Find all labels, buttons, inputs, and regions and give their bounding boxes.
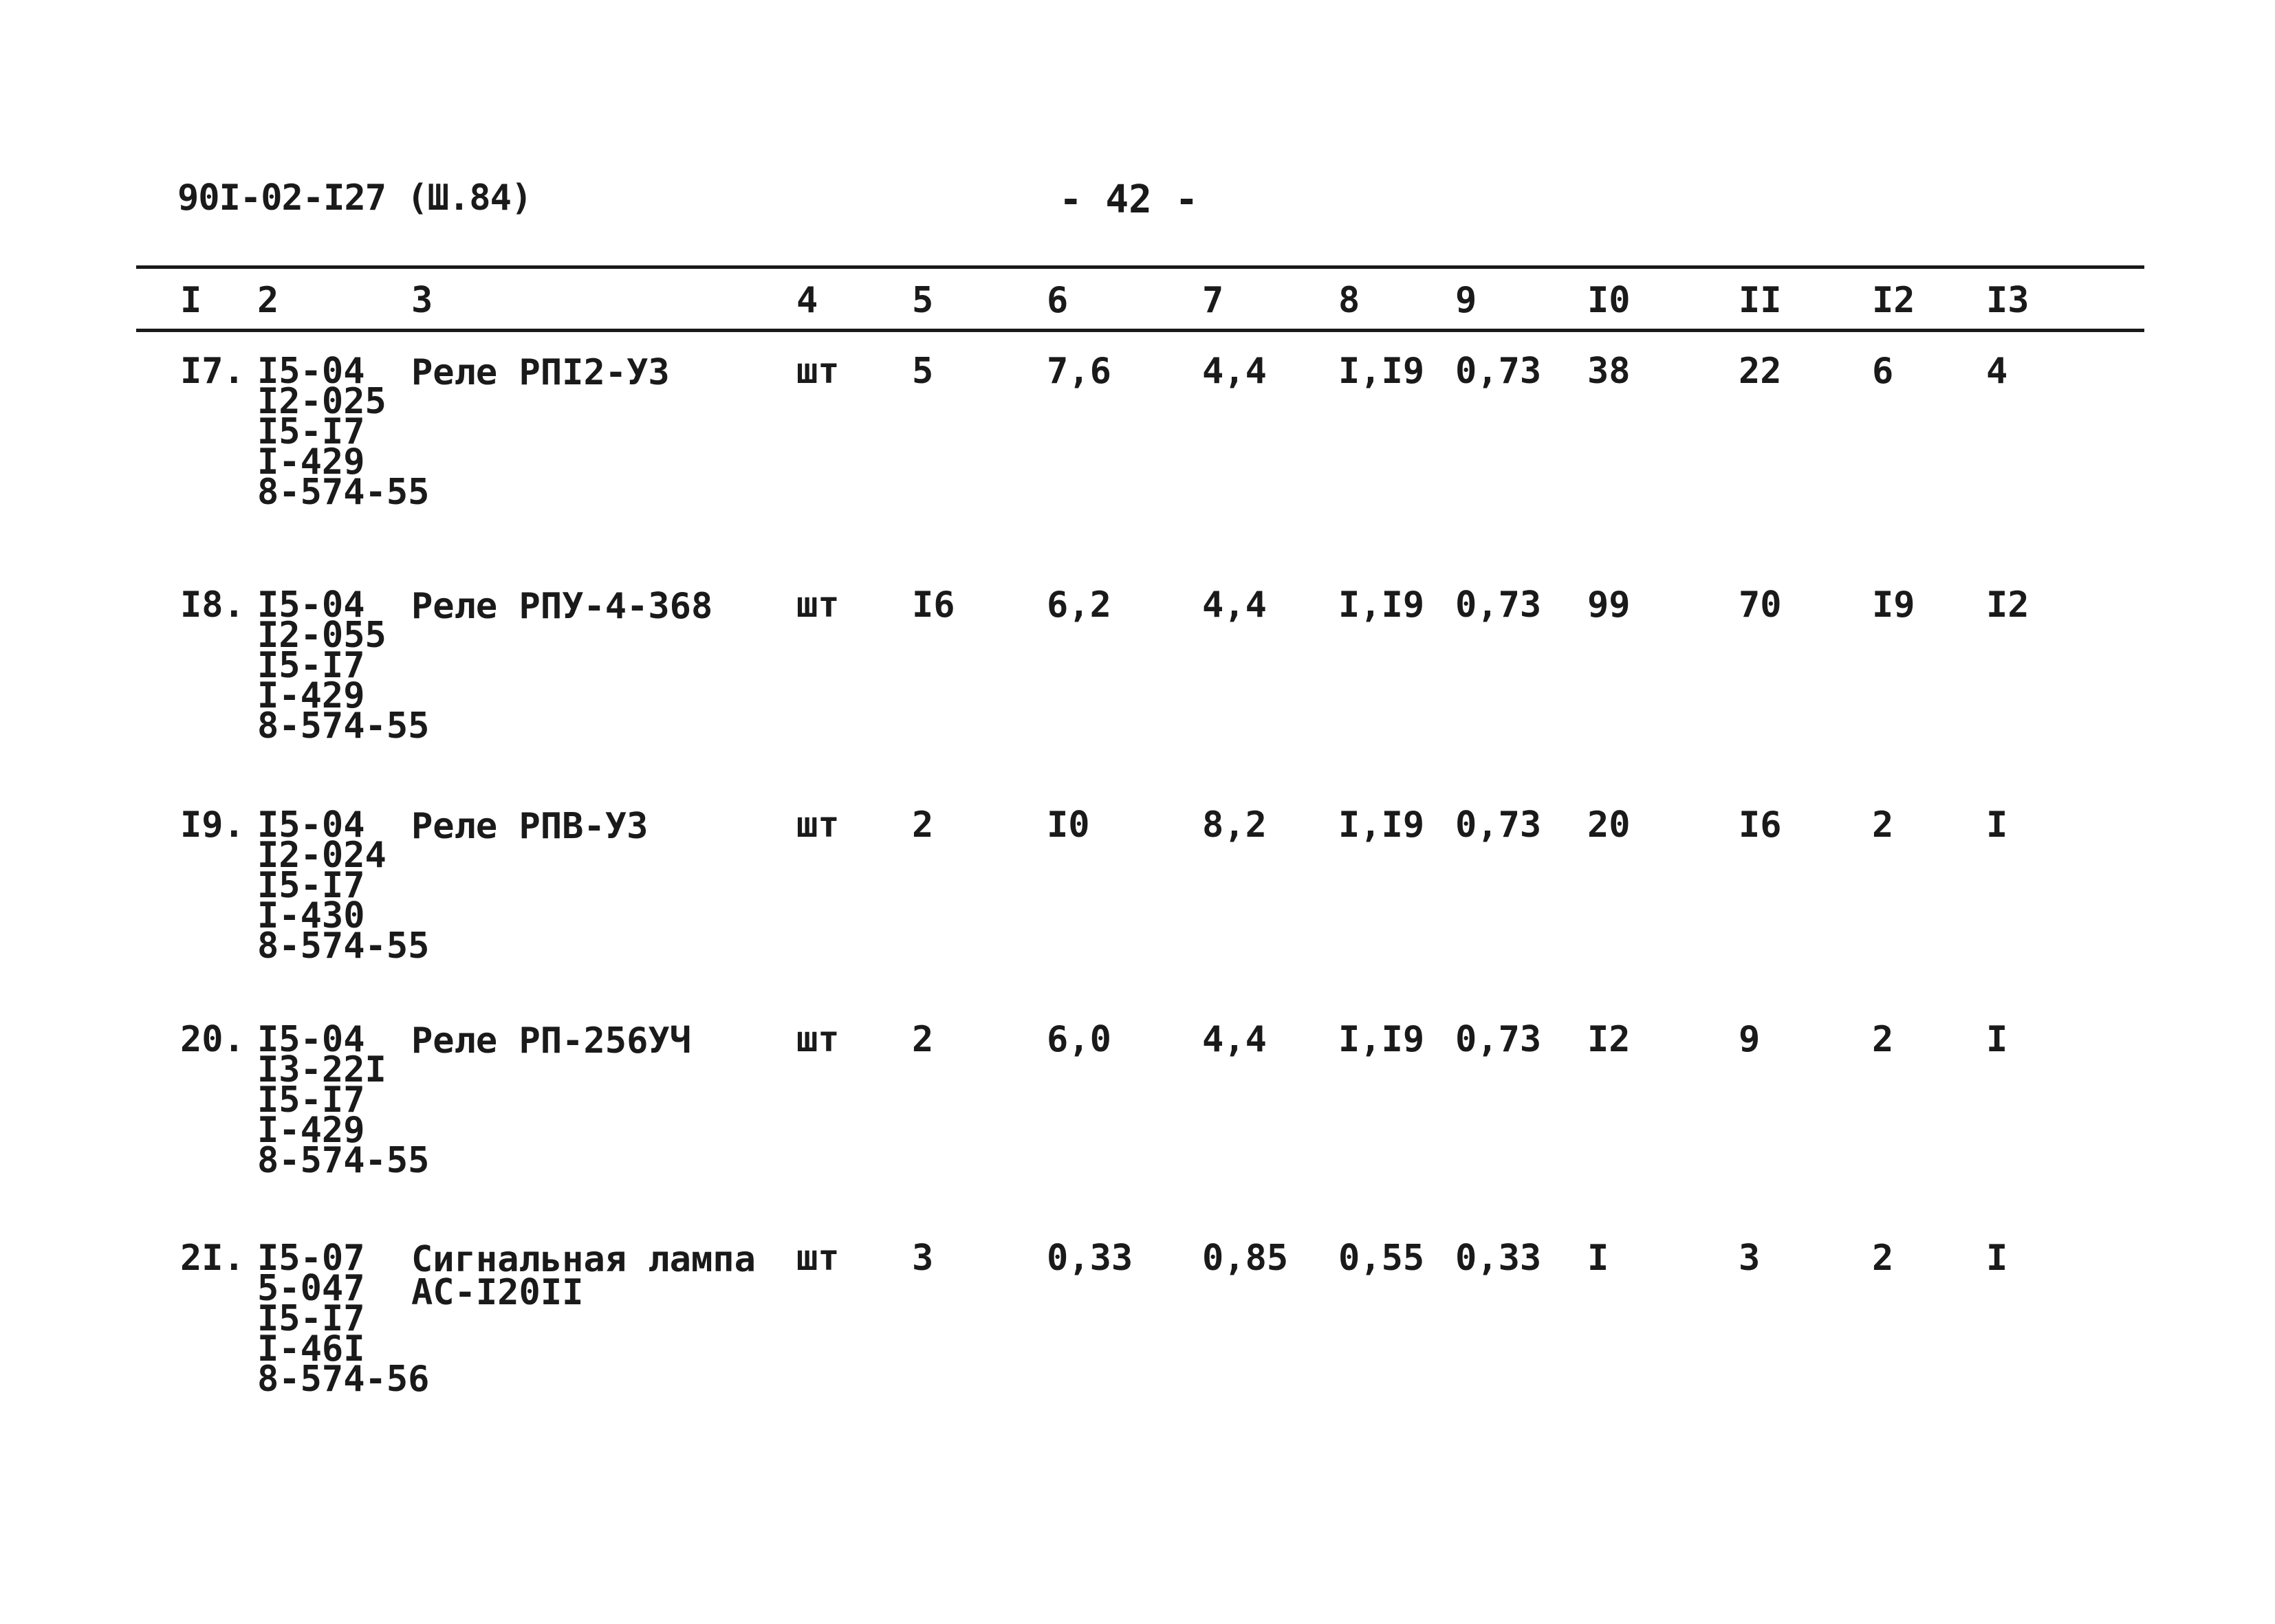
row-number: I7. (180, 351, 245, 392)
value-col-7: 4,4 (1202, 351, 1267, 392)
value-col-12: 2 (1872, 1238, 1894, 1279)
column-header-2: 2 (257, 280, 279, 321)
table-header-rule (136, 329, 2144, 332)
item-name (411, 586, 713, 627)
code-line: I-46I (257, 1328, 365, 1370)
item-name (411, 1239, 756, 1313)
table-top-rule (136, 265, 2144, 269)
code-line: I3-22I (257, 1049, 387, 1090)
code-line: 8-574-55 (257, 705, 430, 747)
value-col-5: 2 (912, 804, 934, 846)
value-col-13: I2 (1986, 584, 2029, 626)
value-col-13: I (1986, 1019, 2008, 1060)
column-header-6: 6 (1047, 280, 1069, 321)
value-col-7: 0,85 (1202, 1238, 1289, 1279)
value-col-8: I,I9 (1338, 351, 1425, 392)
value-col-9: 0,73 (1455, 351, 1542, 392)
value-col-6: 6,2 (1047, 584, 1111, 626)
value-col-10: 99 (1587, 584, 1631, 626)
code-line: 8-574-55 (257, 1140, 430, 1181)
value-col-6: 0,33 (1047, 1238, 1133, 1279)
value-col-10: 20 (1587, 804, 1631, 846)
value-col-9: 0,73 (1455, 1019, 1542, 1060)
code-line: I5-I7 (257, 1079, 365, 1121)
value-col-12: 6 (1872, 351, 1894, 392)
code-line: I2-055 (257, 615, 387, 656)
item-name-line: Реле РПВ-УЗ (411, 806, 649, 847)
code-line: I5-I7 (257, 645, 365, 686)
value-col-9: 0,73 (1455, 584, 1542, 626)
row-number: 20. (180, 1019, 245, 1060)
value-col-12: I9 (1872, 584, 1915, 626)
item-name (411, 806, 649, 847)
value-col-5: I6 (912, 584, 955, 626)
value-col-10: 38 (1587, 351, 1631, 392)
value-col-10: I (1587, 1238, 1609, 1279)
value-col-11: 9 (1739, 1019, 1761, 1060)
value-col-11: I6 (1739, 804, 1782, 846)
code-line: 5-047 (257, 1268, 365, 1309)
code-line: 8-574-55 (257, 472, 430, 513)
column-header-3: 3 (411, 280, 433, 321)
value-col-7: 4,4 (1202, 584, 1267, 626)
code-line: I5-I7 (257, 411, 365, 452)
value-col-6: 6,0 (1047, 1019, 1111, 1060)
value-col-13: 4 (1986, 351, 2008, 392)
column-header-8: 8 (1338, 280, 1360, 321)
unit: шт (796, 584, 840, 626)
column-header-1: I (180, 280, 202, 321)
unit: шт (796, 351, 840, 392)
value-col-11: 22 (1739, 351, 1782, 392)
value-col-8: I,I9 (1338, 1019, 1425, 1060)
item-name-line: Реле РПУ-4-368 (411, 586, 713, 627)
value-col-8: I,I9 (1338, 584, 1425, 626)
row-number: I9. (180, 804, 245, 846)
column-header-7: 7 (1202, 280, 1224, 321)
value-col-6: 7,6 (1047, 351, 1111, 392)
code-line: I5-07 (257, 1238, 365, 1279)
item-name-line: Сигнальная лампа (411, 1239, 756, 1280)
value-col-10: I2 (1587, 1019, 1631, 1060)
value-col-13: I (1986, 804, 2008, 846)
row-number: 2I. (180, 1238, 245, 1279)
column-header-5: 5 (912, 280, 934, 321)
document-code: 90I-02-I27 (Ш.84) (177, 177, 532, 219)
value-col-13: I (1986, 1238, 2008, 1279)
column-header-12: I2 (1872, 280, 1915, 321)
row-codes (257, 1019, 430, 1181)
item-name-line: Реле РПI2-УЗ (411, 352, 670, 393)
row-codes (257, 804, 430, 967)
value-col-8: I,I9 (1338, 804, 1425, 846)
code-line: I5-04 (257, 1019, 365, 1060)
value-col-7: 8,2 (1202, 804, 1267, 846)
row-codes (257, 351, 430, 513)
item-name-line: Реле РП-256УЧ (411, 1020, 691, 1062)
column-header-13: I3 (1986, 280, 2029, 321)
row-number: I8. (180, 584, 245, 626)
value-col-7: 4,4 (1202, 1019, 1267, 1060)
code-line: I5-04 (257, 351, 365, 392)
unit: шт (796, 1238, 840, 1279)
code-line: I5-04 (257, 804, 365, 846)
column-header-4: 4 (796, 280, 818, 321)
code-line: I-430 (257, 895, 365, 936)
code-line: I-429 (257, 675, 365, 716)
unit: шт (796, 1019, 840, 1060)
code-line: I2-024 (257, 835, 387, 876)
page-number: - 42 - (1059, 177, 1199, 222)
value-col-6: I0 (1047, 804, 1090, 846)
value-col-11: 70 (1739, 584, 1782, 626)
value-col-12: 2 (1872, 804, 1894, 846)
column-header-9: 9 (1455, 280, 1477, 321)
value-col-12: 2 (1872, 1019, 1894, 1060)
row-codes (257, 584, 430, 747)
value-col-5: 5 (912, 351, 934, 392)
code-line: I-429 (257, 1110, 365, 1151)
row-codes (257, 1238, 430, 1400)
item-name (411, 352, 670, 393)
code-line: I5-I7 (257, 865, 365, 906)
value-col-11: 3 (1739, 1238, 1761, 1279)
value-col-5: 3 (912, 1238, 934, 1279)
code-line: 8-574-55 (257, 925, 430, 967)
code-line: I2-025 (257, 381, 387, 422)
code-line: I5-04 (257, 584, 365, 626)
value-col-5: 2 (912, 1019, 934, 1060)
code-line: I5-I7 (257, 1298, 365, 1339)
unit: шт (796, 804, 840, 846)
code-line: 8-574-56 (257, 1359, 430, 1400)
value-col-9: 0,73 (1455, 804, 1542, 846)
code-line: I-429 (257, 441, 365, 483)
item-name (411, 1020, 691, 1062)
column-header-11: II (1739, 280, 1782, 321)
item-name-line: АС-I20II (411, 1272, 584, 1313)
value-col-8: 0,55 (1338, 1238, 1425, 1279)
value-col-9: 0,33 (1455, 1238, 1542, 1279)
column-header-10: I0 (1587, 280, 1631, 321)
